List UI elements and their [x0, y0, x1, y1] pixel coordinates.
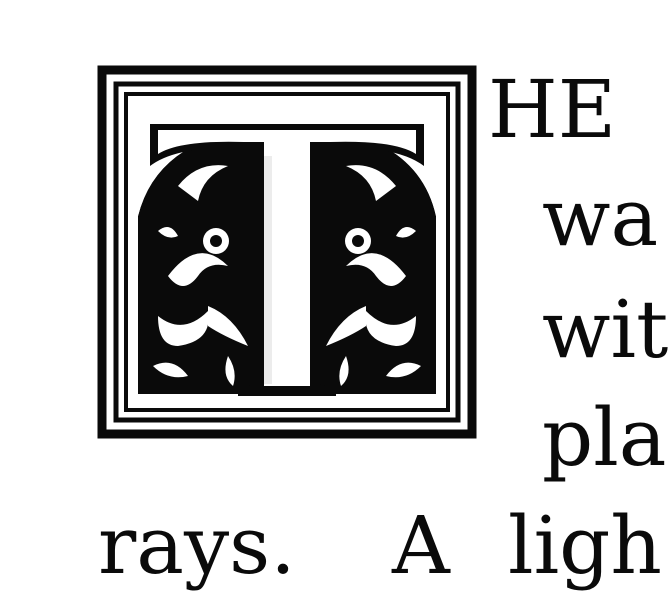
decorated-initial-t [98, 66, 476, 438]
ornament-icon [98, 66, 476, 438]
text-line-5-word-1: rays. [98, 499, 296, 592]
text-line-5-word-3: ligh [508, 499, 662, 592]
text-line-5-word-2: A [392, 499, 450, 592]
text-line-3: wit [542, 283, 668, 376]
text-line-2: wa [542, 171, 659, 264]
text-line-4: pla [542, 391, 667, 484]
text-line-1: HE [488, 63, 617, 156]
